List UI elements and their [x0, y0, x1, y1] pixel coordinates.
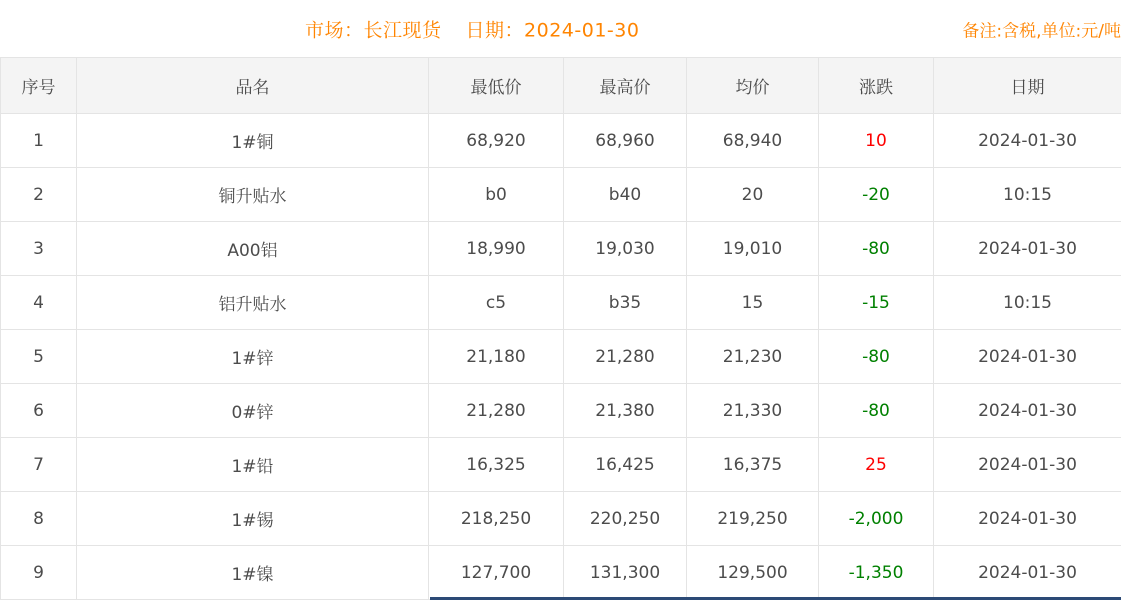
- date-value: 2024-01-30: [934, 492, 1121, 546]
- table-row: [1, 222, 1121, 276]
- col-header-date: 日期: [934, 58, 1121, 114]
- low-price: b0: [429, 168, 564, 222]
- low-price: 68,920: [429, 114, 564, 168]
- change-value: -15: [819, 276, 934, 330]
- high-price: 21,280: [564, 330, 687, 384]
- row-no: 3: [1, 222, 77, 276]
- avg-price: 21,230: [687, 330, 819, 384]
- date-value: 2024-01-30: [934, 546, 1121, 600]
- change-value: -2,000: [819, 492, 934, 546]
- table-row: [1, 114, 1121, 168]
- high-price: 21,380: [564, 384, 687, 438]
- unit-note: 备注:含税,单位:元/吨: [962, 21, 1121, 41]
- col-header-change: 涨跌: [819, 58, 934, 114]
- high-price: 220,250: [564, 492, 687, 546]
- col-header-high: 最高价: [564, 58, 687, 114]
- table-row: [1, 492, 1121, 546]
- date-value: 2024-01-30: [934, 114, 1121, 168]
- date-value: 2024-01-30: [934, 330, 1121, 384]
- low-price: 16,325: [429, 438, 564, 492]
- high-price: 131,300: [564, 546, 687, 600]
- product-name: 1#锡: [77, 492, 429, 546]
- col-header-avg: 均价: [687, 58, 819, 114]
- high-price: 19,030: [564, 222, 687, 276]
- table-row: [1, 546, 1121, 600]
- avg-price: 20: [687, 168, 819, 222]
- row-no: 6: [1, 384, 77, 438]
- product-name: 铝升贴水: [77, 276, 429, 330]
- low-price: 21,180: [429, 330, 564, 384]
- col-header-name: 品名: [77, 58, 429, 114]
- product-name: 1#镍: [77, 546, 429, 600]
- table-row: [1, 330, 1121, 384]
- row-no: 9: [1, 546, 77, 600]
- change-value: -80: [819, 330, 934, 384]
- change-value: 25: [819, 438, 934, 492]
- row-no: 4: [1, 276, 77, 330]
- market-caption: [305, 15, 639, 42]
- avg-price: 21,330: [687, 384, 819, 438]
- product-name: 铜升贴水: [77, 168, 429, 222]
- date-value: 2024-01-30: [934, 384, 1121, 438]
- table-body: [1, 114, 1121, 600]
- high-price: b40: [564, 168, 687, 222]
- table-row: [1, 168, 1121, 222]
- table-caption: [0, 0, 1121, 57]
- avg-price: 15: [687, 276, 819, 330]
- avg-price: 219,250: [687, 492, 819, 546]
- change-value: -1,350: [819, 546, 934, 600]
- product-name: 1#铜: [77, 114, 429, 168]
- date-value: 2024-01-30: [934, 438, 1121, 492]
- header-row: [1, 58, 1121, 114]
- product-name: 1#铅: [77, 438, 429, 492]
- product-name: 0#锌: [77, 384, 429, 438]
- high-price: 68,960: [564, 114, 687, 168]
- low-price: c5: [429, 276, 564, 330]
- price-table: [0, 57, 1121, 600]
- product-name: A00铝: [77, 222, 429, 276]
- high-price: 16,425: [564, 438, 687, 492]
- change-value: -20: [819, 168, 934, 222]
- low-price: 18,990: [429, 222, 564, 276]
- avg-price: 129,500: [687, 546, 819, 600]
- low-price: 218,250: [429, 492, 564, 546]
- table-row: [1, 384, 1121, 438]
- row-no: 1: [1, 114, 77, 168]
- date-value: 10:15: [934, 276, 1121, 330]
- low-price: 21,280: [429, 384, 564, 438]
- avg-price: 19,010: [687, 222, 819, 276]
- market-label: 市场：长江现货: [305, 19, 442, 41]
- high-price: b35: [564, 276, 687, 330]
- avg-price: 68,940: [687, 114, 819, 168]
- product-name: 1#锌: [77, 330, 429, 384]
- table-row: [1, 438, 1121, 492]
- change-value: -80: [819, 384, 934, 438]
- col-header-no: 序号: [1, 58, 77, 114]
- change-value: -80: [819, 222, 934, 276]
- row-no: 5: [1, 330, 77, 384]
- change-value: 10: [819, 114, 934, 168]
- avg-price: 16,375: [687, 438, 819, 492]
- table-row: [1, 276, 1121, 330]
- row-no: 2: [1, 168, 77, 222]
- date-value: 10:15: [934, 168, 1121, 222]
- row-no: 8: [1, 492, 77, 546]
- col-header-low: 最低价: [429, 58, 564, 114]
- date-label: 日期：2024-01-30: [465, 19, 640, 41]
- date-value: 2024-01-30: [934, 222, 1121, 276]
- row-no: 7: [1, 438, 77, 492]
- low-price: 127,700: [429, 546, 564, 600]
